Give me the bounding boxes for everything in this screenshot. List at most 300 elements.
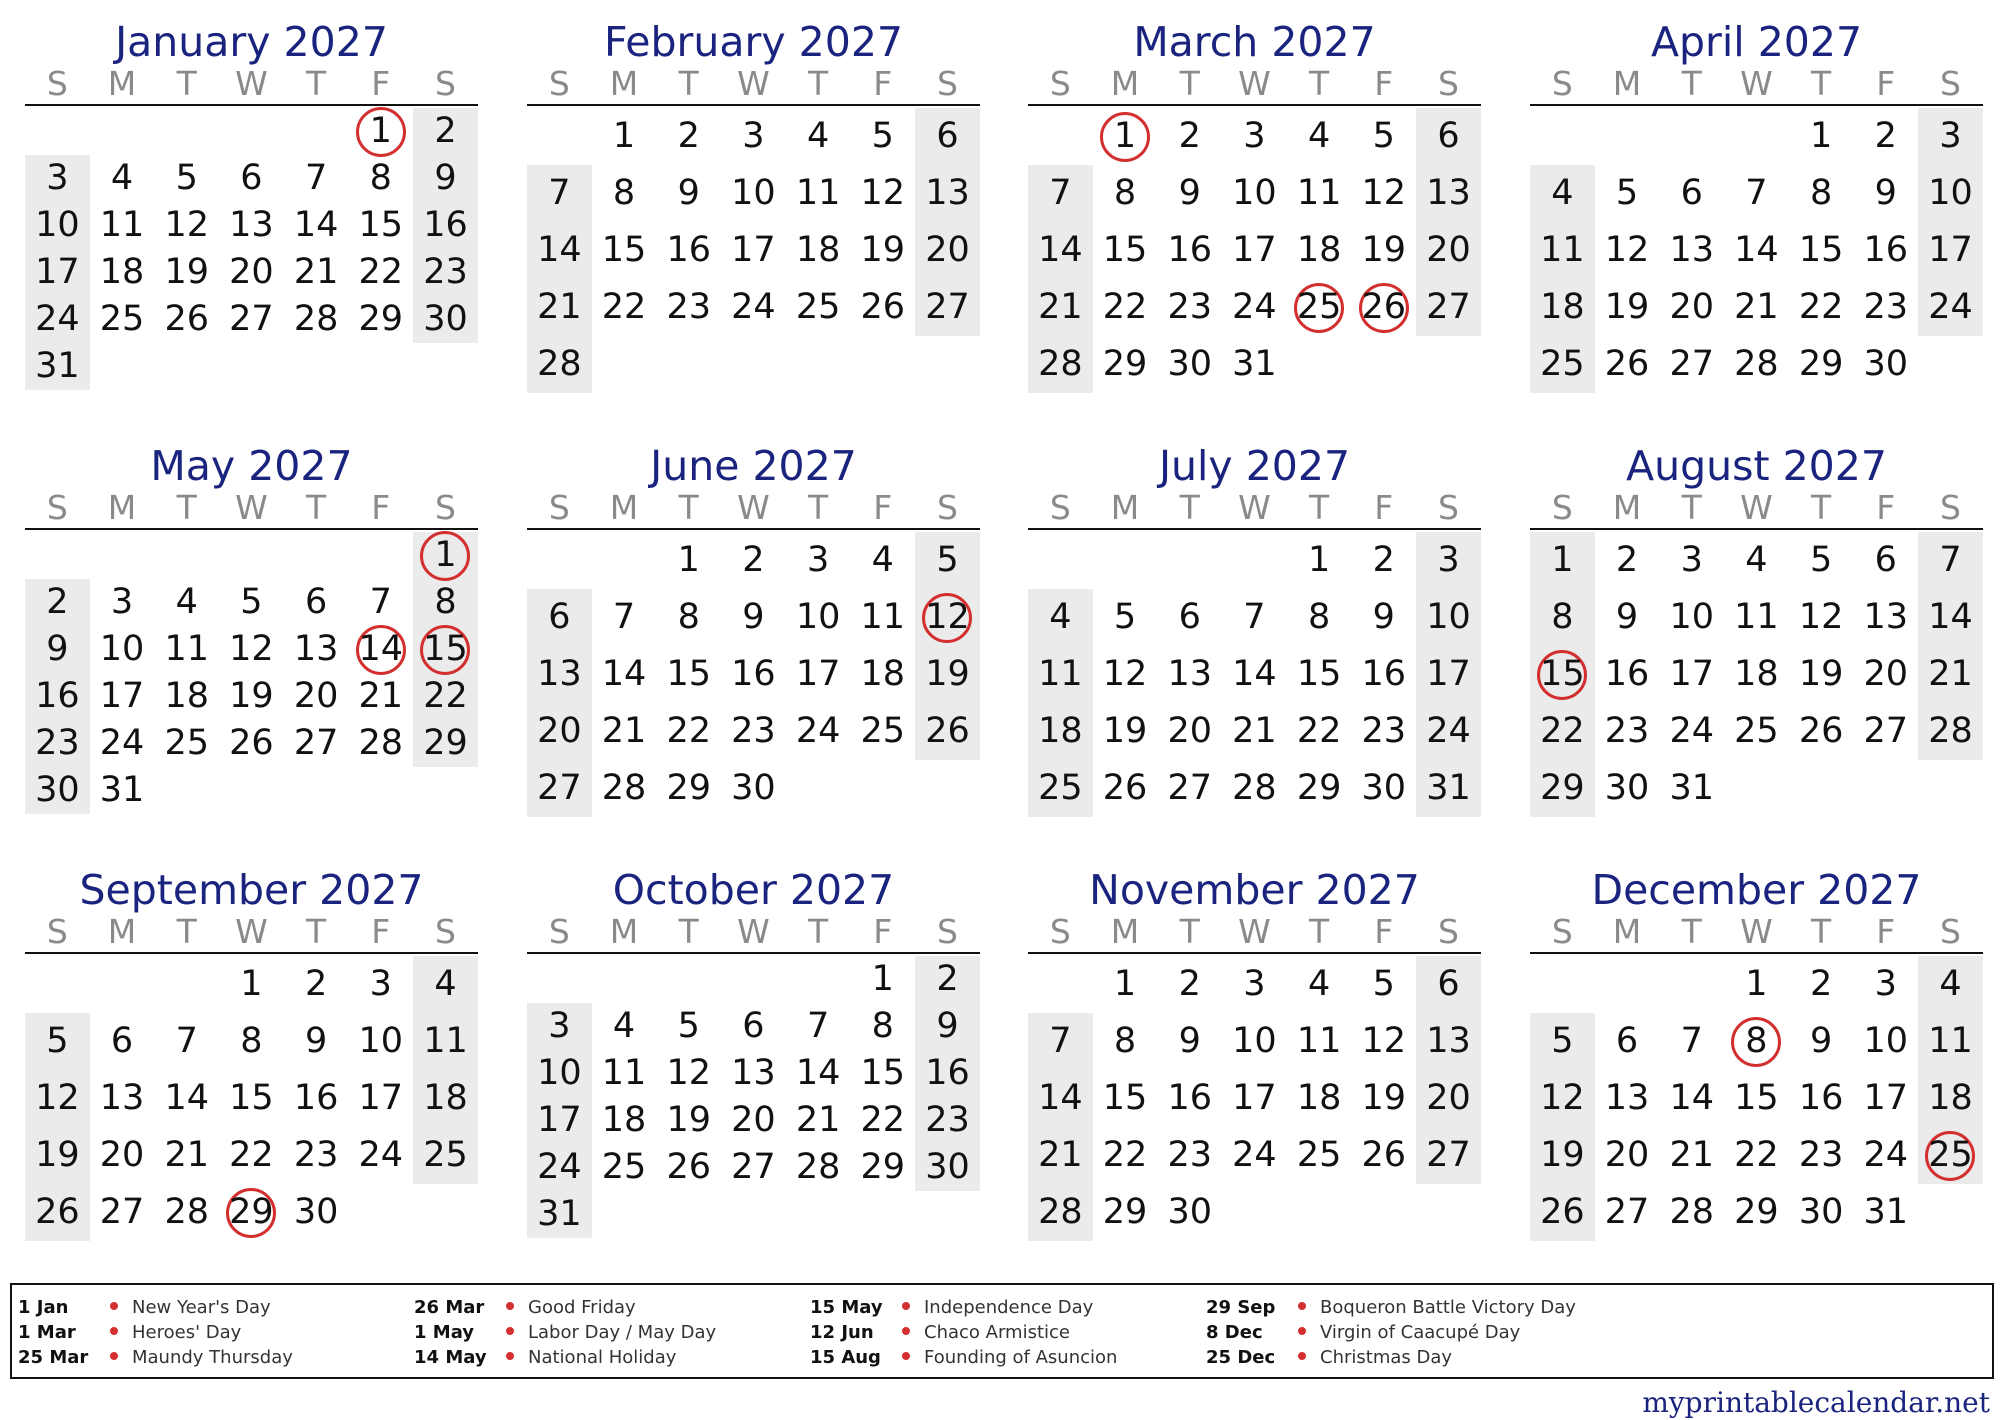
day-cell — [219, 1127, 284, 1184]
week-row — [527, 279, 980, 336]
empty-cell — [1918, 1184, 1983, 1241]
day-number: 21 — [1928, 654, 1973, 694]
legend-holiday-name: Chaco Armistice — [924, 1322, 1070, 1343]
empty-cell — [1595, 956, 1660, 1013]
week-row — [1530, 1070, 1983, 1127]
day-number: 12 — [666, 1053, 711, 1093]
day-cell — [1853, 1127, 1918, 1184]
empty-cell — [154, 767, 219, 814]
day-cell — [592, 760, 657, 817]
day-number: 30 — [1604, 768, 1650, 808]
day-number: 6 — [936, 116, 959, 156]
day-cell — [1659, 760, 1724, 817]
day-number: 5 — [1372, 116, 1395, 156]
day-number: 11 — [1296, 173, 1342, 213]
day-cell — [1918, 646, 1983, 703]
day-number: 17 — [1928, 230, 1973, 270]
day-number: 16 — [1604, 654, 1650, 694]
day-cell — [786, 589, 851, 646]
day-cell — [592, 222, 657, 279]
day-number: 27 — [229, 299, 274, 339]
week-row — [25, 155, 478, 202]
weeks — [1028, 532, 1481, 817]
day-number: 23 — [925, 1100, 970, 1140]
day-number: 25 — [795, 287, 841, 327]
day-number: 12 — [229, 629, 274, 669]
day-number: 23 — [1361, 711, 1407, 751]
day-number: 28 — [1038, 1192, 1083, 1232]
day-number: 6 — [110, 1021, 134, 1061]
header-divider — [1530, 528, 1983, 530]
weekday-header: W — [737, 64, 770, 103]
day-cell — [1351, 956, 1416, 1013]
day-cell — [1853, 1013, 1918, 1070]
day-number: 27 — [1863, 711, 1909, 751]
day-number: 25 — [601, 1147, 647, 1187]
day-number: 9 — [677, 173, 700, 213]
day-number: 18 — [1296, 1078, 1342, 1118]
empty-cell — [25, 108, 90, 155]
week-row — [25, 296, 478, 343]
day-cell — [90, 1013, 155, 1070]
day-number: 4 — [1939, 964, 1962, 1004]
day-number: 13 — [537, 654, 582, 694]
week-row — [527, 956, 980, 1003]
empty-cell — [915, 1191, 980, 1238]
weekday-header: F — [1876, 488, 1896, 527]
day-number: 25 — [1540, 344, 1585, 384]
week-row — [25, 1127, 478, 1184]
day-number: 25 — [1296, 287, 1342, 327]
weekday-header: S — [1939, 488, 1961, 527]
day-number: 13 — [1426, 1021, 1471, 1061]
legend-holiday-name: Boqueron Battle Victory Day — [1320, 1297, 1576, 1318]
empty-cell — [413, 343, 478, 390]
day-number: 23 — [1167, 1135, 1212, 1175]
day-number: 24 — [99, 723, 145, 763]
day-number: 24 — [1928, 287, 1973, 327]
day-cell — [219, 720, 284, 767]
day-cell — [850, 532, 915, 589]
day-cell — [1595, 646, 1660, 703]
empty-cell — [592, 532, 657, 589]
day-number: 21 — [1734, 287, 1779, 327]
day-cell — [1287, 108, 1352, 165]
month-title: September 2027 — [79, 866, 424, 914]
day-number: 1 — [369, 111, 392, 151]
week-row — [25, 956, 478, 1013]
day-cell — [1853, 956, 1918, 1013]
empty-cell — [219, 532, 284, 579]
day-number: 23 — [35, 723, 80, 763]
day-cell — [721, 646, 786, 703]
weekday-header: S — [936, 912, 958, 951]
day-cell — [1724, 703, 1789, 760]
day-number: 3 — [1939, 116, 1962, 156]
day-cell — [915, 279, 980, 336]
legend-column — [18, 1295, 293, 1370]
day-cell — [1918, 589, 1983, 646]
day-number: 22 — [601, 287, 647, 327]
weekday-header: S — [1049, 912, 1071, 951]
day-number: 26 — [1604, 344, 1650, 384]
day-cell — [1918, 956, 1983, 1013]
legend-holiday-name: New Year's Day — [132, 1297, 271, 1318]
day-cell — [1351, 165, 1416, 222]
day-number: 4 — [110, 158, 134, 198]
day-cell — [1595, 703, 1660, 760]
day-number: 19 — [35, 1135, 80, 1175]
day-cell — [786, 1097, 851, 1144]
day-number: 28 — [1928, 711, 1973, 751]
weekday-header: S — [1049, 64, 1071, 103]
week-row — [1530, 222, 1983, 279]
day-number: 28 — [1669, 1192, 1714, 1232]
weekday-header: S — [1437, 488, 1459, 527]
week-row — [1530, 703, 1983, 760]
day-number: 28 — [164, 1192, 209, 1232]
bullet-dot-icon — [506, 1302, 514, 1310]
legend-item — [810, 1345, 1117, 1370]
day-number: 19 — [1798, 654, 1844, 694]
day-number: 3 — [1437, 540, 1460, 580]
empty-cell — [1530, 108, 1595, 165]
day-number: 12 — [1540, 1078, 1585, 1118]
day-cell — [413, 956, 478, 1013]
weekday-header: S — [434, 488, 456, 527]
day-number: 14 — [1232, 654, 1277, 694]
week-row — [1530, 1184, 1983, 1241]
day-number: 15 — [1296, 654, 1342, 694]
day-cell — [850, 1050, 915, 1097]
day-cell — [1724, 956, 1789, 1013]
header-divider — [1530, 104, 1983, 106]
day-cell — [219, 249, 284, 296]
day-cell — [348, 956, 413, 1013]
day-cell — [413, 296, 478, 343]
day-cell — [90, 296, 155, 343]
empty-cell — [1028, 956, 1093, 1013]
day-number: 30 — [423, 299, 468, 339]
weeks — [25, 956, 478, 1241]
day-cell — [154, 1013, 219, 1070]
week-row — [527, 1003, 980, 1050]
empty-cell — [786, 956, 851, 1003]
week-row — [25, 673, 478, 720]
day-number: 3 — [742, 116, 765, 156]
day-cell — [154, 296, 219, 343]
day-cell — [1416, 108, 1481, 165]
day-cell — [1157, 1184, 1222, 1241]
day-number: 25 — [1296, 1135, 1342, 1175]
weekday-header-row — [25, 66, 478, 102]
empty-cell — [1028, 108, 1093, 165]
day-cell — [1789, 336, 1854, 393]
day-number: 26 — [1798, 711, 1844, 751]
day-number: 24 — [358, 1135, 404, 1175]
legend-item — [1206, 1320, 1576, 1345]
day-number: 23 — [1167, 287, 1212, 327]
day-number: 19 — [925, 654, 970, 694]
weekday-header: T — [678, 64, 699, 103]
day-cell — [1724, 1070, 1789, 1127]
month-title: May 2027 — [150, 442, 353, 490]
day-number: 19 — [1604, 287, 1650, 327]
day-cell — [1093, 222, 1158, 279]
day-cell — [1853, 1184, 1918, 1241]
day-cell — [1028, 1184, 1093, 1241]
day-cell — [1093, 760, 1158, 817]
day-cell — [219, 202, 284, 249]
week-row — [1028, 703, 1481, 760]
day-cell — [1028, 1070, 1093, 1127]
day-cell — [1028, 589, 1093, 646]
day-cell — [1028, 703, 1093, 760]
day-cell — [527, 1050, 592, 1097]
day-number: 27 — [1426, 287, 1471, 327]
day-cell — [527, 336, 592, 393]
empty-cell — [721, 956, 786, 1003]
day-cell — [25, 155, 90, 202]
week-row — [1028, 279, 1481, 336]
day-number: 21 — [293, 252, 339, 292]
day-cell — [25, 1184, 90, 1241]
day-cell — [1028, 222, 1093, 279]
day-number: 31 — [1232, 344, 1277, 384]
day-number: 14 — [164, 1078, 209, 1118]
day-number: 22 — [229, 1135, 274, 1175]
week-row — [25, 579, 478, 626]
day-cell — [850, 589, 915, 646]
day-number: 2 — [742, 540, 765, 580]
day-number: 15 — [601, 230, 647, 270]
weekday-header: T — [1811, 912, 1832, 951]
day-cell — [154, 626, 219, 673]
month-title: February 2027 — [603, 18, 904, 66]
day-number: 2 — [1372, 540, 1395, 580]
day-cell — [721, 589, 786, 646]
empty-cell — [786, 336, 851, 393]
day-number: 14 — [1928, 597, 1973, 637]
day-number: 28 — [293, 299, 339, 339]
weekday-header: F — [873, 488, 893, 527]
weekday-header: S — [548, 912, 570, 951]
day-cell — [1157, 336, 1222, 393]
day-cell — [1530, 336, 1595, 393]
day-number: 21 — [537, 287, 582, 327]
day-cell — [1595, 165, 1660, 222]
empty-cell — [850, 336, 915, 393]
day-number: 29 — [666, 768, 711, 808]
day-cell — [90, 1127, 155, 1184]
day-cell — [284, 202, 349, 249]
day-cell — [721, 760, 786, 817]
empty-cell — [1416, 336, 1481, 393]
site-footer[interactable]: myprintablecalendar.net — [1642, 1386, 1990, 1419]
empty-cell — [656, 1191, 721, 1238]
empty-cell — [1287, 336, 1352, 393]
holiday-legend — [10, 1283, 1994, 1379]
day-number: 27 — [731, 1147, 776, 1187]
empty-cell — [1351, 336, 1416, 393]
legend-item — [810, 1295, 1117, 1320]
day-cell — [1659, 165, 1724, 222]
day-cell — [786, 646, 851, 703]
weekday-header-row — [527, 66, 980, 102]
day-cell — [1287, 589, 1352, 646]
day-number: 23 — [1863, 287, 1909, 327]
day-cell — [348, 1070, 413, 1127]
day-number: 6 — [1437, 116, 1460, 156]
week-row — [25, 1184, 478, 1241]
day-cell — [850, 1003, 915, 1050]
day-number: 19 — [666, 1100, 711, 1140]
weekday-header: T — [306, 488, 327, 527]
day-number: 22 — [860, 1100, 906, 1140]
day-cell — [284, 626, 349, 673]
month-title: August 2027 — [1626, 442, 1887, 490]
day-cell — [721, 1144, 786, 1191]
day-number: 21 — [1038, 287, 1083, 327]
empty-cell — [25, 956, 90, 1013]
empty-cell — [1659, 956, 1724, 1013]
day-number: 6 — [1615, 1021, 1639, 1061]
day-number: 27 — [1604, 1192, 1650, 1232]
week-row — [1028, 222, 1481, 279]
weekday-header: T — [1811, 488, 1832, 527]
legend-date: 26 Mar — [414, 1297, 485, 1318]
weekday-header-row — [527, 490, 980, 526]
empty-cell — [154, 956, 219, 1013]
weeks — [527, 108, 980, 393]
weekday-header-row — [25, 914, 478, 950]
day-cell — [1789, 956, 1854, 1013]
day-cell — [1659, 336, 1724, 393]
day-cell — [90, 767, 155, 814]
weekday-header: W — [737, 912, 770, 951]
day-number: 11 — [1038, 654, 1083, 694]
day-number: 1 — [1307, 540, 1331, 580]
day-number: 5 — [871, 116, 894, 156]
weekday-header: T — [678, 912, 699, 951]
day-number: 25 — [1038, 768, 1083, 808]
day-cell — [1530, 646, 1595, 703]
weekday-header: W — [235, 488, 268, 527]
day-cell — [1659, 1127, 1724, 1184]
weekday-header: F — [371, 488, 391, 527]
day-cell — [592, 165, 657, 222]
day-number: 5 — [175, 158, 198, 198]
day-number: 9 — [46, 629, 69, 669]
day-number: 10 — [731, 173, 776, 213]
day-cell — [1659, 222, 1724, 279]
day-cell — [413, 1013, 478, 1070]
day-cell — [1853, 646, 1918, 703]
day-cell — [219, 1184, 284, 1241]
weekday-header: W — [737, 488, 770, 527]
day-cell — [1093, 646, 1158, 703]
weekday-header: T — [1309, 488, 1330, 527]
day-cell — [1789, 703, 1854, 760]
day-cell — [527, 589, 592, 646]
day-cell — [721, 532, 786, 589]
day-number: 21 — [1232, 711, 1277, 751]
day-cell — [656, 222, 721, 279]
day-cell — [1595, 1070, 1660, 1127]
month-title: January 2027 — [115, 18, 388, 66]
month-title: November 2027 — [1089, 866, 1420, 914]
day-number: 29 — [1102, 1192, 1148, 1232]
day-number: 24 — [795, 711, 841, 751]
day-cell — [154, 1127, 219, 1184]
day-number: 29 — [1102, 344, 1148, 384]
day-number: 9 — [304, 1021, 328, 1061]
day-number: 27 — [1669, 344, 1714, 384]
day-number: 15 — [1102, 1078, 1148, 1118]
day-cell — [1093, 589, 1158, 646]
day-cell — [1918, 222, 1983, 279]
weekday-header: T — [176, 912, 197, 951]
weekday-header: S — [1551, 912, 1573, 951]
weekday-header: W — [235, 912, 268, 951]
day-cell — [850, 279, 915, 336]
month-5 — [527, 442, 980, 817]
day-number: 14 — [601, 654, 647, 694]
day-cell — [1157, 760, 1222, 817]
weekday-header: T — [1179, 64, 1200, 103]
weekday-header: S — [1437, 912, 1459, 951]
day-cell — [915, 532, 980, 589]
day-number: 16 — [1167, 1078, 1212, 1118]
day-cell — [656, 279, 721, 336]
legend-item — [18, 1295, 293, 1320]
day-cell — [154, 249, 219, 296]
empty-cell — [154, 343, 219, 390]
day-cell — [1530, 279, 1595, 336]
day-number: 7 — [175, 1021, 198, 1061]
day-cell — [1093, 1127, 1158, 1184]
day-cell — [592, 1050, 657, 1097]
day-cell — [1416, 165, 1481, 222]
day-number: 28 — [537, 344, 582, 384]
weekday-header: M — [609, 912, 639, 951]
week-row — [25, 1070, 478, 1127]
day-cell — [1287, 279, 1352, 336]
week-row — [1530, 1013, 1983, 1070]
day-cell — [527, 1097, 592, 1144]
empty-cell — [348, 767, 413, 814]
day-cell — [1222, 222, 1287, 279]
empty-cell — [721, 336, 786, 393]
empty-cell — [284, 108, 349, 155]
day-cell — [1595, 589, 1660, 646]
weekday-header: T — [678, 488, 699, 527]
day-cell — [656, 108, 721, 165]
day-cell — [1724, 1184, 1789, 1241]
day-cell — [656, 589, 721, 646]
day-number: 1 — [1113, 964, 1137, 1004]
day-number: 2 — [1809, 964, 1833, 1004]
weekday-header-row — [1530, 66, 1983, 102]
month-0 — [25, 18, 478, 390]
weekday-header: M — [1110, 64, 1140, 103]
day-cell — [1416, 956, 1481, 1013]
day-number: 8 — [612, 173, 636, 213]
day-number: 22 — [666, 711, 711, 751]
day-cell — [1659, 1184, 1724, 1241]
day-cell — [527, 703, 592, 760]
day-number: 24 — [1232, 287, 1277, 327]
